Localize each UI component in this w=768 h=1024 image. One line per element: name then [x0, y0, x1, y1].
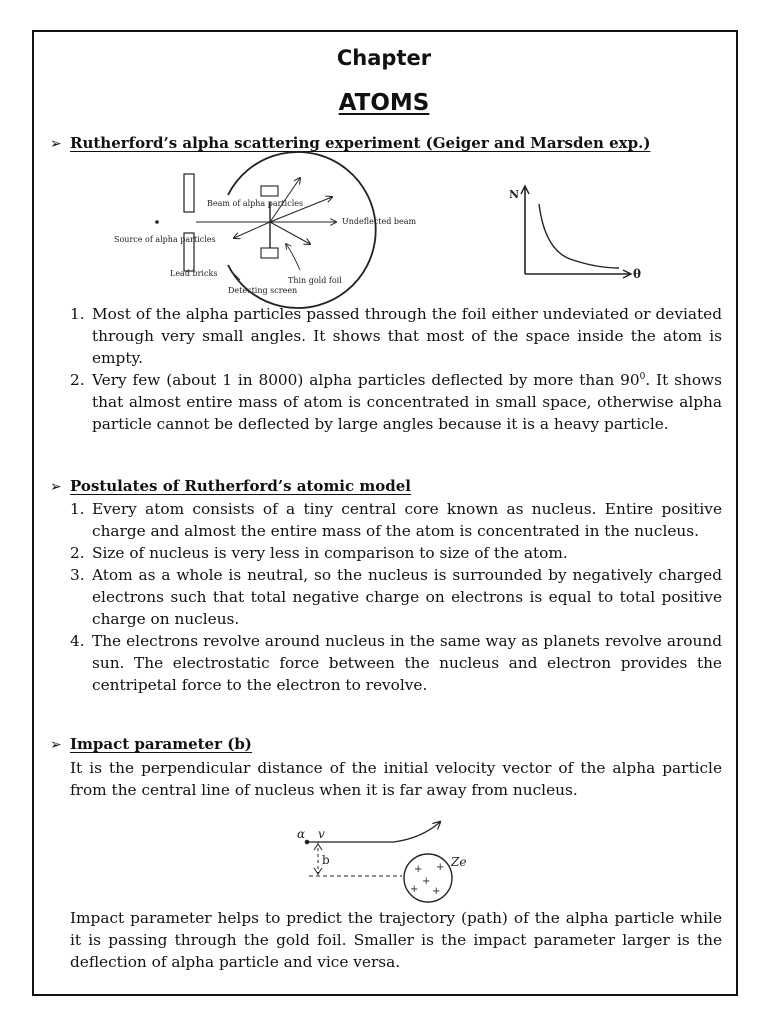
section-heading-postulates: ➢ Postulates of Rutherford’s atomic model [50, 477, 411, 495]
impact-parameter-figure [294, 812, 474, 904]
plus-sign: + [410, 884, 419, 895]
lead-bricks-label: Lead bricks [170, 269, 218, 278]
gold-foil-label: Thin gold foil [288, 276, 342, 285]
postulates-list [70, 498, 722, 696]
impact-parameter-definition: It is the perpendicular distance of the initial velocity vector of the alpha particle from the central line of nucleus when it is far away from nucleus. [70, 759, 722, 799]
graph-y-label: N [509, 188, 520, 201]
plus-sign: + [422, 876, 431, 887]
plus-sign: + [432, 886, 441, 897]
arrow-bullet-icon: ➢ [50, 136, 62, 152]
b-symbol: b [322, 853, 330, 867]
undeflected-beam-label: Undeflected beam [342, 217, 417, 226]
source-label: Source of alpha particles [114, 235, 216, 244]
detecting-screen-label: Detecting screen [228, 286, 298, 295]
beam-label: Beam of alpha particles [207, 199, 304, 208]
arrow-bullet-icon: ➢ [50, 479, 62, 495]
velocity-symbol: v [318, 827, 325, 841]
experiment-observations-list [70, 303, 722, 435]
impact-parameter-closing: Impact parameter helps to predict the trajectory (path) of the alpha particle while it is passing through the gold foil. Smaller is the impact parameter larger is the deflection of alpha particle and vice versa. [70, 909, 722, 971]
chapter-title: ATOMS [338, 90, 430, 116]
section-heading-rutherford-experiment: ➢ Rutherford’s alpha scattering experiment (Geiger and Marsden exp.) [50, 134, 651, 152]
arrow-bullet-icon: ➢ [50, 737, 62, 753]
list-item: 4. The electrons revolve around nucleus in the same way as planets revolve around sun. The electrostatic force between the nucleus and electron provides the centripetal force to the electron to revolve. [70, 632, 722, 694]
scattering-apparatus-diagram [110, 162, 420, 298]
ze-symbol: Ze [451, 855, 467, 869]
list-item: 2. Size of nucleus is very less in comparison to size of the atom. [70, 544, 568, 562]
graph-x-label: θ [633, 267, 642, 281]
list-item: 1. Most of the alpha particles passed through the foil either undeviated or deviated through very small angles. It shows that most of the space inside the atom is empty. [70, 305, 722, 367]
plus-sign: + [436, 862, 445, 873]
section-heading-impact-parameter: ➢ Impact parameter (b) [50, 735, 252, 753]
chapter-label: Chapter [336, 46, 432, 70]
n-vs-theta-graph [505, 182, 650, 282]
list-item: 1. Every atom consists of a tiny central core known as nucleus. Entire positive charge and almost the entire mass of the atom is concentrated in the nucleus. [70, 500, 722, 540]
list-item: 3. Atom as a whole is neutral, so the nucleus is surrounded by negatively charged electrons such that total negative charge on electrons is equal to total positive charge on nucleus. [70, 566, 722, 628]
list-item: 2. Very few (about 1 in 8000) alpha particles deflected by more than $90^0$. It shows that almost entire mass of atom is concentrated in small space, otherwise alpha particle cannot be deflected by large angles because it is a heavy particle. [70, 371, 722, 433]
plus-sign: + [414, 864, 423, 875]
alpha-symbol: α [297, 827, 306, 841]
